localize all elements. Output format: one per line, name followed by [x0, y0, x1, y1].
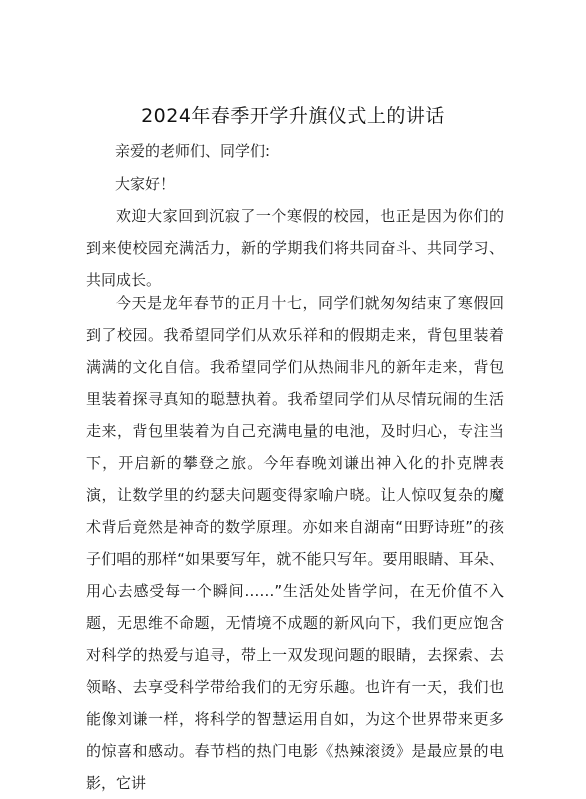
body-paragraph: 今天是龙年春节的正月十七，同学们就匆匆结束了寒假回到了校园。我希望同学们从欢乐祥和的假期走来，背包里装着满满的文化自信。我希望同学们从热闹非凡的新年走来，背包里装着探寻真知的聪慧执着。我希望同学们从尽情玩闹的生活走来，背包里装着为自己充满电量的电池，及时归心，专注当下，开启新的攀登之旅。今年春晚刘谦出神入化的扑克牌表演，让数学里的约瑟夫问题变得家喻户晓。让人惊叹复杂的魔术背后竟然是神奇的数学原理。亦如来自湖南“田野诗班”的孩子们唱的那样“如果要写年，就不能只写年。要用眼睛、耳朵、用心去感受每一个瞬间……”生活处处皆学问，在无价值不入题，无思维不命题，无情境不成题的新风向下，我们更应饱含对科学的热爱与追寻，带上一双发现问题的眼睛，去探索、去领略、去享受科学带给我们的无穷乐趣。也许有一天，我们也能像刘谦一样，将科学的智慧运用自如，为这个世界带来更多的惊喜和感动。春节档的热门电影《热辣滚烫》是最应景的电影，它讲 — [86, 294, 504, 792]
document-title: 2024年春季开学升旗仪式上的讲话 — [141, 105, 445, 127]
salutation-text: 亲爱的老师们、同学们: — [115, 142, 271, 160]
greeting-text: 大家好！ — [115, 175, 176, 193]
body-paragraph: 欢迎大家回到沉寂了一个寒假的校园，也正是因为你们的到来使校园充满活力，新的学期我们将共同奋斗、共同学习、共同成长。 — [86, 207, 504, 289]
